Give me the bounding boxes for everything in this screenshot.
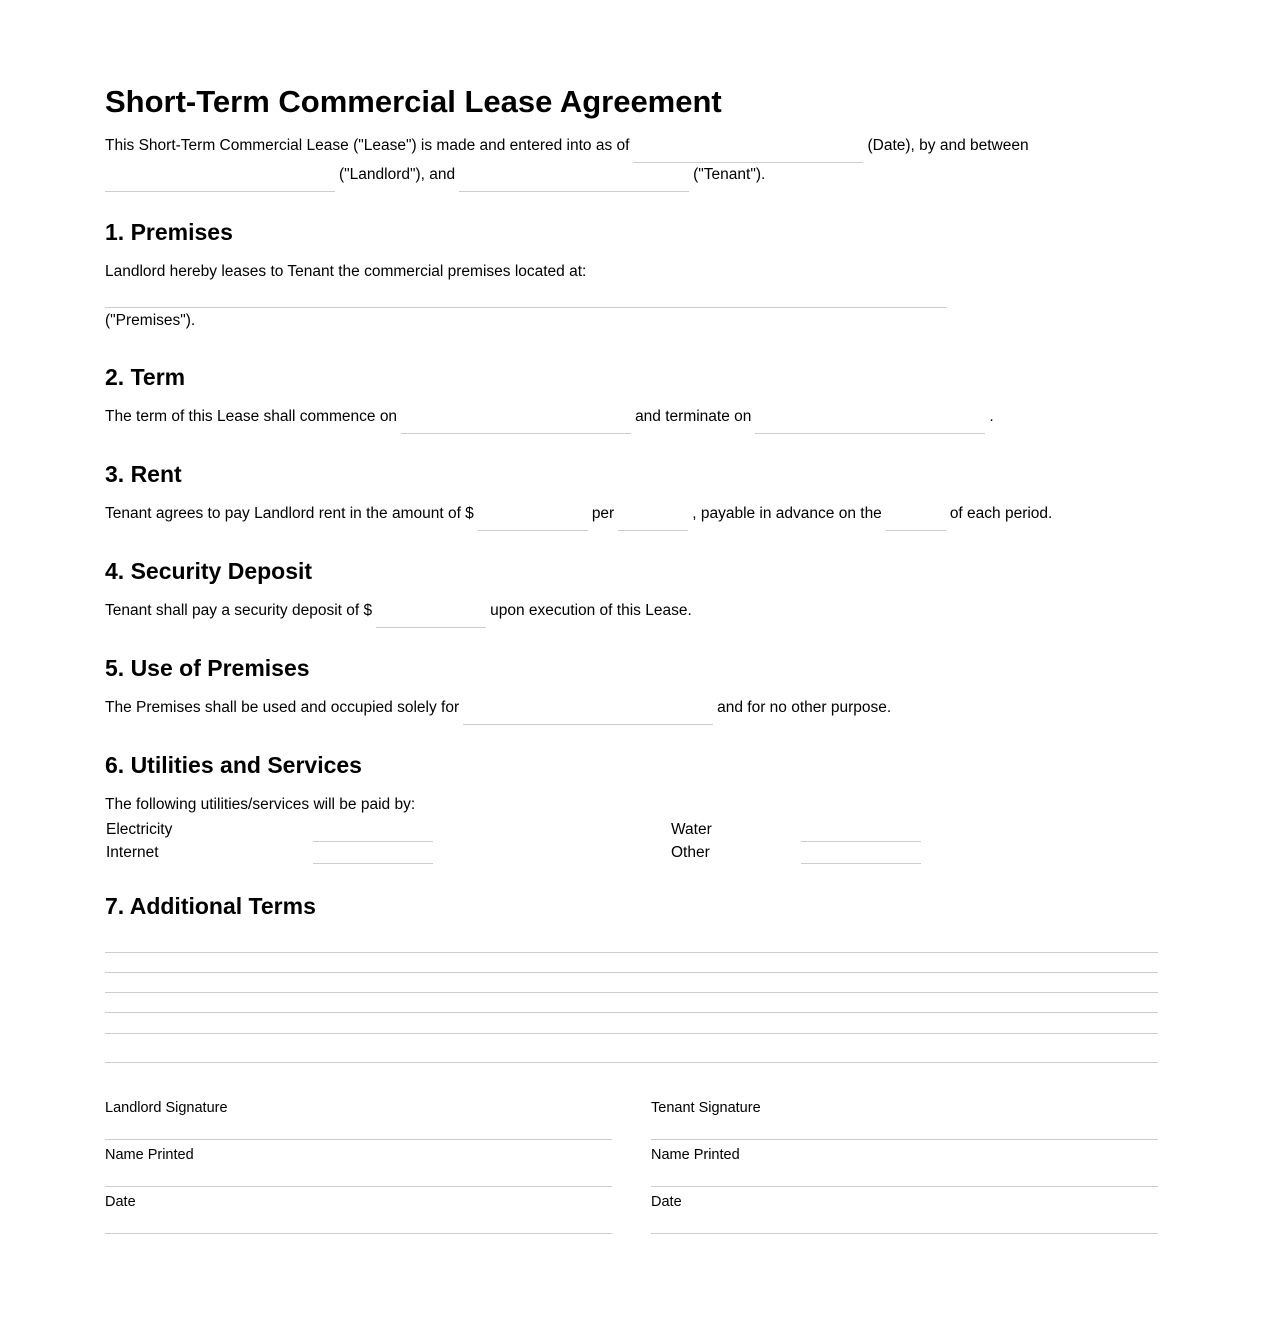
additional-terms-area: [105, 940, 1158, 1062]
term-text-3: .: [989, 408, 994, 425]
section-heading-additional: 7. Additional Terms: [105, 893, 316, 919]
deposit-line: [105, 601, 692, 628]
intro-text-2: (Date), by and between: [867, 137, 1029, 154]
use-text-2: and for no other purpose.: [717, 699, 892, 716]
terms-rule: [105, 1062, 1158, 1063]
utility-internet-input[interactable]: [313, 845, 433, 864]
utility-water-input[interactable]: [801, 823, 921, 842]
intro-text-3: ("Landlord"), and: [339, 166, 456, 183]
rent-text-2: per: [591, 505, 615, 522]
premises-text: Landlord hereby leases to Tenant the commercial premises located at:: [105, 263, 587, 280]
landlord-date-input[interactable]: [105, 1211, 612, 1234]
intro-line-2: [105, 165, 765, 192]
lease-date-input[interactable]: [633, 142, 863, 163]
deposit-amount-input[interactable]: [376, 607, 486, 628]
rent-text-1: Tenant agrees to pay Landlord rent in the amount of $: [105, 505, 474, 522]
landlord-name-label: Name Printed: [105, 1147, 194, 1163]
utility-label-electricity: Electricity: [106, 821, 173, 838]
tenant-name-printed-input[interactable]: [651, 1164, 1158, 1187]
term-end-input[interactable]: [755, 413, 985, 434]
utility-label-other: Other: [671, 844, 710, 861]
rent-period-input[interactable]: [618, 510, 688, 531]
section-heading-rent: 3. Rent: [105, 461, 182, 487]
tenant-date-input[interactable]: [651, 1211, 1158, 1234]
tenant-name-input[interactable]: [459, 171, 689, 192]
section-heading-utilities: 6. Utilities and Services: [105, 752, 362, 778]
premises-suffix: ("Premises").: [105, 312, 196, 329]
term-text-1: The term of this Lease shall commence on: [105, 408, 398, 425]
tenant-date-label: Date: [651, 1194, 682, 1210]
rent-line: [105, 504, 1052, 531]
utility-electricity-input[interactable]: [313, 823, 433, 842]
section-heading-deposit: 4. Security Deposit: [105, 558, 313, 584]
intro-text-4: ("Tenant").: [693, 166, 766, 183]
tenant-name-label: Name Printed: [651, 1147, 740, 1163]
tenant-signature-input[interactable]: [651, 1117, 1158, 1140]
term-text-2: and terminate on: [635, 408, 752, 425]
use-text-1: The Premises shall be used and occupied solely for: [105, 699, 460, 716]
utility-label-internet: Internet: [106, 844, 159, 861]
utility-other-input[interactable]: [801, 845, 921, 864]
deposit-text-2: upon execution of this Lease.: [490, 602, 692, 619]
additional-terms-textarea[interactable]: [105, 940, 1158, 1062]
landlord-signature-label: Landlord Signature: [105, 1100, 228, 1116]
section-heading-use: 5. Use of Premises: [105, 655, 310, 681]
premises-address-input[interactable]: [105, 287, 947, 308]
use-line: [105, 698, 891, 725]
section-heading-premises: 1. Premises: [105, 219, 233, 245]
rent-text-3: , payable in advance on the: [692, 505, 882, 522]
deposit-text-1: Tenant shall pay a security deposit of $: [105, 602, 373, 619]
landlord-date-label: Date: [105, 1194, 136, 1210]
page-title: Short-Term Commercial Lease Agreement: [105, 84, 722, 119]
term-start-input[interactable]: [401, 413, 631, 434]
intro-text-1: This Short-Term Commercial Lease ("Lease") is made and entered into as of: [105, 137, 630, 154]
landlord-name-printed-input[interactable]: [105, 1164, 612, 1187]
landlord-signature-input[interactable]: [105, 1117, 612, 1140]
section-heading-term: 2. Term: [105, 364, 186, 390]
rent-amount-input[interactable]: [478, 510, 588, 531]
use-purpose-input[interactable]: [463, 704, 713, 725]
landlord-name-input[interactable]: [105, 171, 335, 192]
rent-due-day-input[interactable]: [886, 510, 946, 531]
tenant-signature-label: Tenant Signature: [651, 1100, 761, 1116]
rent-text-4: of each period.: [949, 505, 1053, 522]
intro-line-1: [105, 136, 1029, 163]
utility-label-water: Water: [671, 821, 712, 838]
term-line: [105, 407, 994, 434]
utilities-intro: The following utilities/services will be paid by:: [105, 796, 416, 813]
